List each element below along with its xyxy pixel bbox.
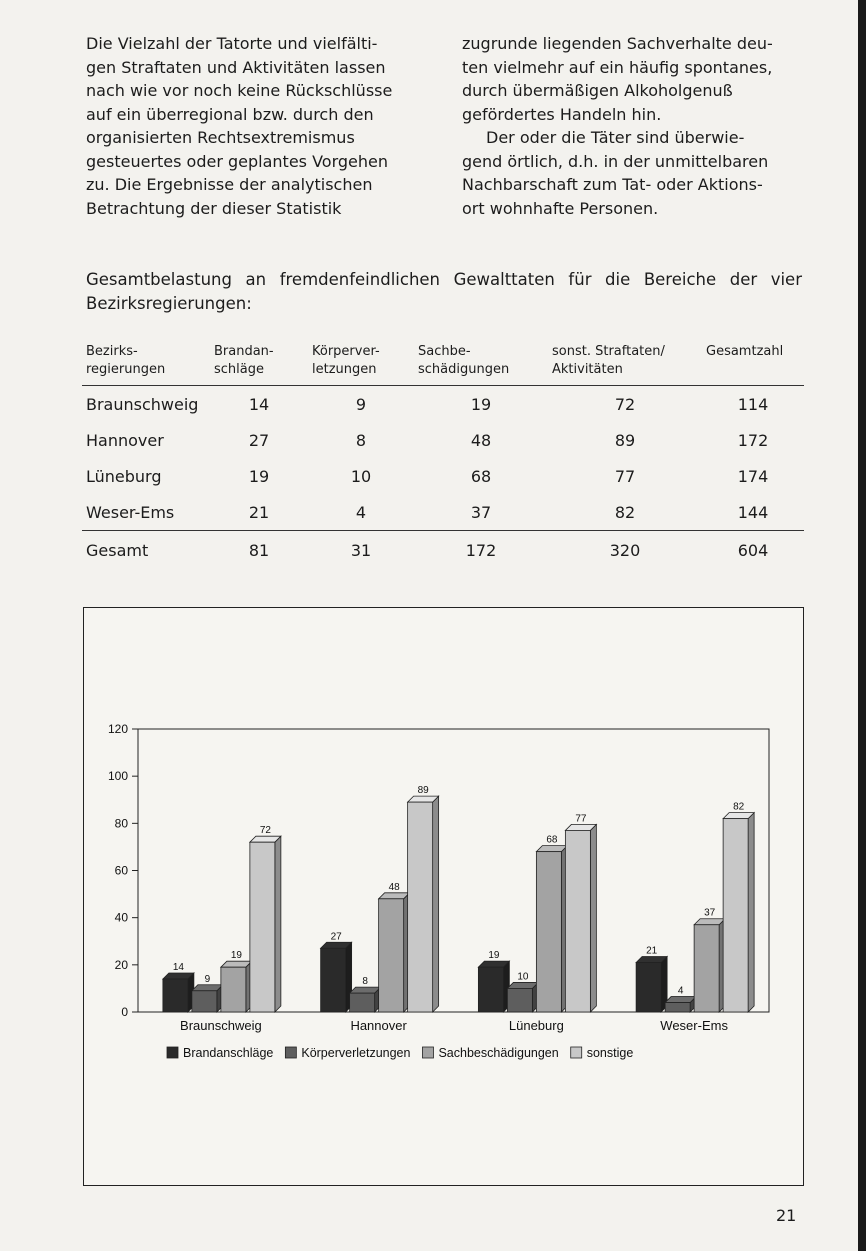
bar-top (350, 987, 381, 993)
x-tick-label: Hannover (350, 1018, 407, 1033)
text-line: auf ein überregional bzw. durch den (86, 104, 374, 124)
table-cell: 89 (614, 430, 636, 450)
bar-top (250, 836, 281, 842)
table-cell: 114 (737, 394, 769, 414)
table-cell: 19 (248, 466, 270, 486)
table-cell: Weser-Ems (86, 502, 175, 522)
bar-top (665, 997, 696, 1003)
bar-side (590, 824, 596, 1012)
y-tick-label: 100 (107, 769, 128, 784)
data-label: 89 (417, 785, 429, 797)
table-cell: Lüneburg (86, 466, 162, 486)
table-caption: Gesamtbelastung an fremdenfeindlichen Gewalttaten für die Bereiche der vier Bezirksregierungen: (86, 270, 802, 313)
bar-top (321, 942, 352, 948)
column-header: Gesamtzahl (702, 340, 804, 386)
bar (163, 979, 188, 1012)
text-line: nach wie vor noch keine Rückschlüsse (86, 81, 393, 100)
bar-top (636, 956, 667, 962)
y-tick-label: 40 (114, 910, 128, 925)
table-cell: 31 (308, 531, 414, 570)
text-line: zugrunde liegenden Sachverhalte deu- (462, 34, 773, 53)
table-cell: 72 (614, 394, 636, 414)
table-cell: 172 (414, 531, 548, 570)
table-cell: 37 (470, 502, 492, 522)
bar-top (565, 824, 596, 830)
column-header: Körperver- letzungen (308, 340, 414, 386)
bar (408, 802, 433, 1012)
data-label: 4 (677, 985, 684, 997)
bar-top (192, 985, 223, 991)
bar (636, 962, 661, 1012)
page-edge (858, 0, 866, 1251)
table-cell: 8 (355, 430, 367, 450)
text-line: organisierten Rechtsextremismus (86, 128, 355, 147)
bar-top (221, 961, 252, 967)
legend-label: sonstige (586, 1046, 634, 1060)
bar (221, 967, 246, 1012)
table-cell: 604 (702, 531, 804, 570)
bar (507, 988, 532, 1012)
table-total-row (82, 531, 804, 570)
bar-top (379, 893, 410, 899)
table-cell: 10 (350, 466, 372, 486)
bar (250, 842, 275, 1012)
data-label: 48 (388, 881, 400, 893)
data-label: 37 (704, 907, 716, 919)
text-line: ten vielmehr auf ein häufig spontanes, (462, 57, 773, 77)
bar-side (275, 836, 281, 1012)
column-header: sonst. Straftaten/ Aktivitäten (548, 340, 702, 386)
bar-top (408, 796, 439, 802)
data-label: 19 (230, 950, 242, 962)
bar-side (748, 813, 754, 1012)
y-tick-label: 80 (114, 816, 128, 831)
text-line: durch übermäßigen Alkoholgenuß (462, 81, 733, 100)
table-cell: 14 (248, 394, 270, 414)
bar (723, 819, 748, 1012)
text-line: gend örtlich, d.h. in der unmittelbaren (462, 151, 769, 171)
y-tick-label: 0 (121, 1005, 128, 1019)
table-row (82, 458, 804, 494)
table-cell: 21 (248, 502, 270, 522)
table-cell: 4 (355, 502, 367, 522)
text-line: Betrachtung der dieser Statistik (86, 198, 342, 218)
text-line: Die Vielzahl der Tatorte und vielfälti- (86, 34, 378, 53)
bar-top (536, 846, 567, 852)
legend-label: Körperverletzungen (301, 1046, 411, 1060)
legend-swatch (571, 1047, 582, 1058)
data-label: 72 (259, 825, 271, 837)
page-number: 21 (776, 1206, 797, 1225)
data-label: 10 (517, 971, 529, 983)
bar (478, 967, 503, 1012)
table-cell: 9 (355, 394, 367, 414)
y-tick-label: 120 (107, 722, 128, 736)
bar (536, 852, 561, 1012)
column-header: Sachbe- schädigungen (414, 340, 548, 386)
table-cell: 82 (614, 502, 636, 522)
table-cell: 27 (248, 430, 270, 450)
x-tick-label: Braunschweig (180, 1018, 262, 1033)
table-cell: Gesamt (82, 531, 210, 570)
table-row (82, 386, 804, 423)
table-cell: 68 (470, 466, 492, 486)
table-cell: 174 (737, 466, 769, 486)
column-header: Brandan- schläge (210, 340, 308, 386)
data-label: 68 (546, 834, 558, 846)
y-tick-label: 60 (114, 863, 128, 878)
data-label: 82 (733, 801, 745, 813)
data-label: 27 (330, 931, 342, 943)
bar-side (433, 796, 439, 1012)
table-cell: Hannover (86, 430, 164, 450)
paragraph-right-1 (462, 32, 812, 126)
legend-swatch (422, 1047, 433, 1058)
bar-top (163, 973, 194, 979)
text-line: Der oder die Täter sind überwie- (486, 128, 745, 147)
bar (665, 1003, 690, 1012)
bar-top (478, 961, 509, 967)
data-label: 8 (362, 976, 368, 988)
text-line: gefördertes Handeln hin. (462, 104, 662, 124)
column-header: Bezirks- regierungen (82, 340, 210, 386)
table-cell: 19 (470, 394, 492, 414)
chart-frame (83, 607, 804, 1186)
bar-top (694, 919, 725, 925)
paragraph-right-2 (462, 126, 812, 220)
legend-swatch (285, 1047, 296, 1058)
bar (350, 993, 375, 1012)
table-cell: 320 (548, 531, 702, 570)
table-cell: 77 (614, 466, 636, 486)
text-line: Nachbarschaft zum Tat- oder Aktions- (462, 175, 763, 194)
table-cell: 144 (737, 502, 769, 522)
bar (321, 948, 346, 1012)
bar (565, 830, 590, 1012)
text-line: gen Straftaten und Aktivitäten lassen (86, 57, 386, 77)
bar (694, 925, 719, 1012)
data-label: 19 (488, 950, 500, 962)
table-row (82, 422, 804, 458)
data-label: 9 (204, 973, 211, 985)
bar-top (723, 813, 754, 819)
table-cell: Braunschweig (86, 394, 199, 414)
data-label: 14 (172, 961, 184, 973)
table-row (82, 494, 804, 531)
bar-chart (84, 608, 803, 1185)
x-tick-label: Lüneburg (508, 1018, 564, 1033)
bar (379, 899, 404, 1012)
legend-swatch (167, 1047, 178, 1058)
bar (192, 991, 217, 1012)
legend-label: Brandanschläge (183, 1046, 274, 1060)
text-column-right (462, 32, 812, 220)
data-label: 21 (646, 945, 658, 957)
text-line: ort wohnhafte Personen. (462, 198, 659, 218)
text-column-left (86, 32, 426, 220)
y-tick-label: 20 (114, 957, 128, 972)
table-header-row (82, 340, 804, 386)
x-tick-label: Weser-Ems (660, 1018, 728, 1033)
table-cell: 172 (737, 430, 769, 450)
paragraph-left (86, 32, 426, 220)
text-line: gesteuertes oder geplantes Vorgehen (86, 151, 389, 171)
bar-top (507, 982, 538, 988)
text-line: zu. Die Ergebnisse der analytischen (86, 175, 373, 194)
data-label: 77 (575, 813, 587, 825)
legend-label: Sachbeschädigungen (438, 1046, 559, 1060)
statistics-table (82, 340, 804, 569)
table-cell: 81 (210, 531, 308, 570)
table-cell: 48 (470, 430, 492, 450)
